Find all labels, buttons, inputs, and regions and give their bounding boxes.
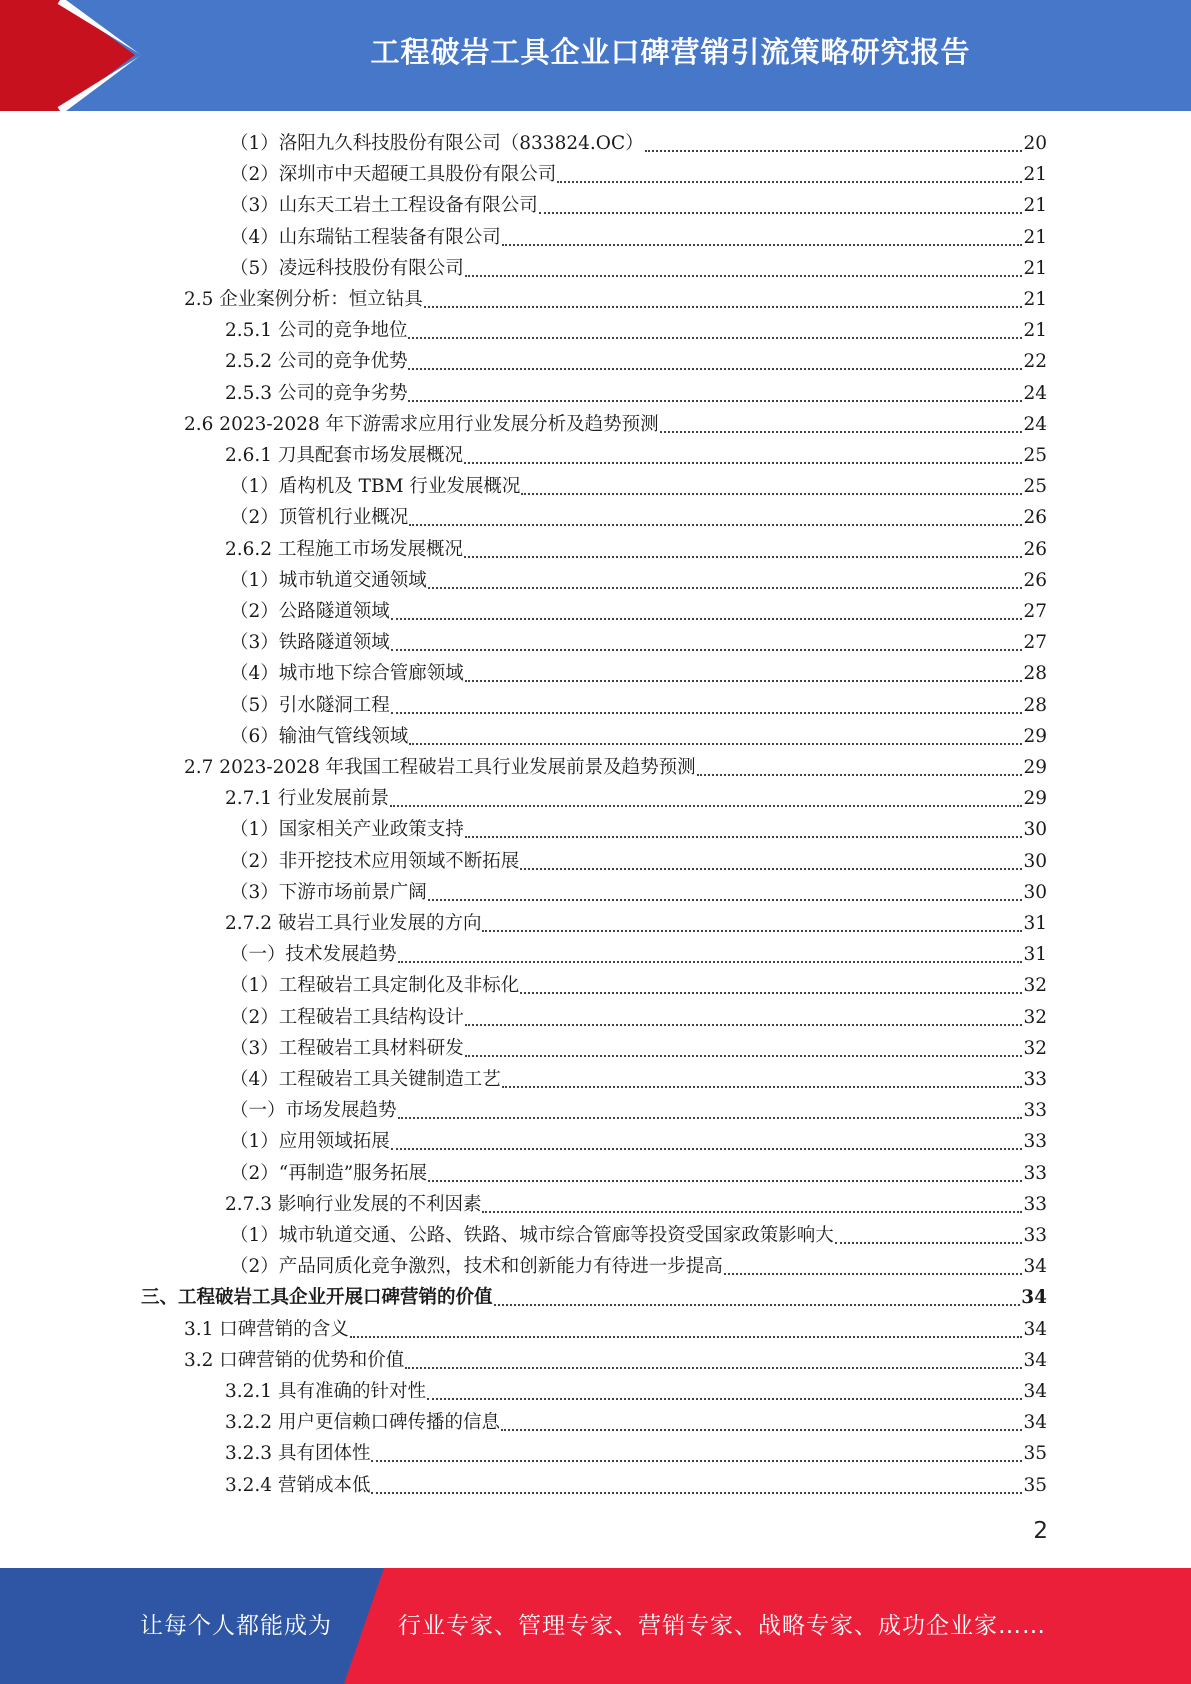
toc-entry[interactable] — [225, 440, 1047, 471]
toc-leader-dots — [465, 836, 1023, 838]
toc-leader-dots — [408, 337, 1022, 339]
toc-entry-page: 33 — [1023, 1193, 1047, 1215]
toc-leader-dots — [660, 431, 1023, 433]
report-title: 工程破岩工具企业口碑营销引流策略研究报告 — [370, 34, 971, 69]
toc-leader-dots — [464, 462, 1022, 464]
page-header — [0, 0, 1191, 111]
toc-entry-page: 29 — [1023, 725, 1047, 747]
toc-entry-page: 21 — [1023, 195, 1047, 217]
toc-entry-label: （1）城市轨道交通领域 — [230, 569, 427, 591]
toc-entry[interactable] — [225, 346, 1047, 377]
toc-entry-label: 2.6.1 刀具配套市场发展概况 — [225, 445, 463, 466]
toc-entry-label: 3.2.4 营销成本低 — [225, 1474, 371, 1496]
toc-entry-label: 3.2.2 用户更信赖口碑传播的信息 — [225, 1412, 500, 1434]
toc-leader-dots — [724, 1273, 1023, 1275]
toc-entry[interactable] — [184, 752, 1047, 783]
toc-entry-page: 33 — [1023, 1225, 1047, 1246]
toc-entry-label: （1）应用领域拓展 — [230, 1131, 390, 1153]
toc-entry-page: 34 — [1021, 1287, 1047, 1309]
toc-entry-page: 34 — [1023, 1412, 1047, 1434]
toc-leader-dots — [427, 1398, 1022, 1400]
toc-entry-page: 27 — [1023, 632, 1047, 654]
toc-leader-dots — [428, 587, 1023, 589]
toc-entry-label: 2.6.2 工程施工市场发展概况 — [225, 538, 463, 560]
toc-entry-page: 34 — [1023, 1318, 1047, 1340]
footer-slogan-right: 行业专家、管理专家、营销专家、战略专家、成功企业家…… — [398, 1613, 1046, 1639]
toc-leader-dots — [409, 524, 1022, 526]
toc-entry[interactable] — [230, 690, 1047, 721]
toc-entry-label: （3）山东天工岩土工程设备有限公司 — [230, 195, 538, 217]
toc-leader-dots — [391, 649, 1023, 651]
toc-entry-label: （3）工程破岩工具材料研发 — [230, 1037, 464, 1059]
toc-entry[interactable] — [225, 1189, 1047, 1220]
toc-leader-dots — [521, 493, 1022, 495]
toc-leader-dots — [502, 1086, 1023, 1088]
toc-entry-label: （1）盾构机及 TBM 行业发展概况 — [230, 476, 521, 498]
toc-entry[interactable] — [230, 1251, 1047, 1282]
toc-entry[interactable] — [230, 939, 1047, 970]
toc-entry[interactable] — [184, 1345, 1047, 1376]
toc-entry-page: 32 — [1023, 975, 1047, 997]
toc-entry-label: （一）技术发展趋势 — [230, 944, 397, 966]
toc-entry-label: 2.6 2023-2028 年下游需求应用行业发展分析及趋势预测 — [184, 413, 659, 435]
toc-entry[interactable] — [230, 1158, 1047, 1189]
toc-entry-page: 35 — [1023, 1474, 1047, 1496]
toc-leader-dots — [465, 680, 1023, 682]
toc-entry-label: （2）工程破岩工具结构设计 — [230, 1006, 464, 1028]
toc-entry-label: 2.7 2023-2028 年我国工程破岩工具行业发展前景及趋势预测 — [184, 757, 696, 778]
toc-entry-label: （4）工程破岩工具关键制造工艺 — [230, 1069, 501, 1090]
toc-leader-dots — [494, 1304, 1021, 1306]
toc-entry-label: （4）山东瑞钻工程装备有限公司 — [230, 226, 501, 248]
toc-entry-label: （4）城市地下综合管廊领域 — [230, 663, 464, 685]
toc-entry[interactable] — [230, 1033, 1047, 1064]
toc-leader-dots — [371, 1492, 1022, 1494]
toc-leader-dots — [409, 743, 1022, 745]
toc-leader-dots — [428, 899, 1023, 901]
toc-leader-dots — [464, 556, 1022, 558]
toc-entry-page: 25 — [1023, 445, 1047, 466]
toc-entry[interactable] — [230, 970, 1047, 1001]
toc-entry[interactable] — [230, 1126, 1047, 1157]
toc-entry-page: 22 — [1023, 351, 1047, 373]
toc-entry-page: 30 — [1023, 881, 1047, 903]
toc-entry-page: 21 — [1023, 226, 1047, 248]
toc-entry-page: 33 — [1023, 1162, 1047, 1184]
toc-entry-page: 21 — [1023, 257, 1047, 279]
toc-entry-label: 2.7.1 行业发展前景 — [225, 788, 389, 810]
toc-entry[interactable] — [230, 471, 1047, 502]
toc-entry-label: 3.1 口碑营销的含义 — [184, 1318, 349, 1340]
toc-entry-label: 2.7.3 影响行业发展的不利因素 — [225, 1193, 482, 1215]
toc-entry-page: 28 — [1023, 663, 1047, 685]
toc-entry-page: 21 — [1023, 289, 1047, 310]
toc-entry-label: （2）公路隧道领域 — [230, 601, 390, 622]
toc-entry-label: 2.7.2 破岩工具行业发展的方向 — [225, 913, 482, 934]
toc-entry[interactable] — [230, 877, 1047, 908]
toc-entry[interactable] — [225, 1438, 1047, 1469]
toc-entry-page: 33 — [1023, 1069, 1047, 1090]
toc-leader-dots — [405, 1367, 1022, 1369]
footer-slogan-left: 让每个人都能成为 — [140, 1613, 332, 1639]
toc-leader-dots — [520, 992, 1022, 994]
toc-entry-page: 28 — [1023, 694, 1047, 716]
toc-entry-page: 21 — [1023, 164, 1047, 186]
toc-entry-label: （1）工程破岩工具定制化及非标化 — [230, 975, 520, 997]
toc-entry-label: 3.2.1 具有准确的针对性 — [225, 1381, 426, 1402]
toc-entry-page: 30 — [1023, 850, 1047, 872]
toc-entry-page: 24 — [1023, 413, 1047, 435]
toc-entry-page: 33 — [1023, 1131, 1047, 1153]
toc-entry-label: （2）深圳市中天超硬工具股份有限公司 — [230, 164, 557, 186]
page-number: 2 — [1033, 1518, 1048, 1544]
toc-leader-dots — [398, 961, 1023, 963]
toc-entry[interactable] — [225, 1407, 1047, 1438]
toc-entry-label: 3.2 口碑营销的优势和价值 — [184, 1349, 405, 1371]
toc-leader-dots — [391, 1148, 1023, 1150]
toc-entry-page: 26 — [1023, 538, 1047, 560]
toc-entry[interactable] — [230, 1095, 1047, 1126]
toc-entry-page: 27 — [1023, 601, 1047, 622]
toc-leader-dots — [465, 1055, 1023, 1057]
toc-entry[interactable] — [230, 814, 1047, 845]
toc-entry[interactable] — [225, 1470, 1047, 1501]
toc-leader-dots — [398, 1117, 1023, 1119]
toc-entry[interactable] — [225, 783, 1047, 814]
toc-entry[interactable] — [230, 846, 1047, 877]
toc-entry[interactable] — [230, 627, 1047, 658]
toc-leader-dots — [502, 244, 1023, 246]
toc-entry-page: 35 — [1023, 1443, 1047, 1465]
toc-entry-page: 21 — [1023, 320, 1047, 342]
toc-entry-label: 2.5 企业案例分析：恒立钻具 — [184, 289, 423, 310]
toc-entry-page: 34 — [1023, 1349, 1047, 1371]
toc-entry[interactable] — [225, 1376, 1047, 1407]
toc-leader-dots — [697, 774, 1023, 776]
toc-entry-label: （一）市场发展趋势 — [230, 1100, 397, 1122]
toc-leader-dots — [350, 1336, 1023, 1338]
toc-entry-page: 33 — [1023, 1100, 1047, 1122]
toc-entry-label: （5）凌远科技股份有限公司 — [230, 257, 464, 279]
toc-entry[interactable] — [230, 502, 1047, 533]
toc-leader-dots — [408, 368, 1022, 370]
toc-leader-dots — [465, 275, 1023, 277]
toc-entry-page: 32 — [1023, 1037, 1047, 1059]
toc-entry-label: 2.5.2 公司的竞争优势 — [225, 351, 408, 373]
toc-leader-dots — [501, 1429, 1022, 1431]
toc-entry[interactable] — [225, 534, 1047, 565]
toc-leader-dots — [645, 150, 1023, 152]
toc-entry[interactable] — [230, 596, 1047, 627]
toc-entry[interactable] — [230, 1220, 1047, 1251]
toc-entry-label: 三、工程破岩工具企业开展口碑营销的价值 — [141, 1287, 493, 1309]
toc-entry[interactable] — [184, 409, 1047, 440]
toc-entry-page: 34 — [1023, 1381, 1047, 1402]
toc-entry-label: （6）输油气管线领域 — [230, 725, 409, 747]
toc-entry[interactable] — [230, 658, 1047, 689]
toc-leader-dots — [424, 306, 1023, 308]
toc-entry-page: 34 — [1023, 1256, 1047, 1278]
toc-leader-dots — [482, 930, 1022, 932]
toc-entry-page: 24 — [1023, 382, 1047, 404]
page-footer — [0, 1568, 1191, 1684]
toc-leader-dots — [408, 400, 1022, 402]
toc-leader-dots — [390, 805, 1022, 807]
toc-entry[interactable] — [184, 284, 1047, 315]
toc-entry[interactable] — [225, 908, 1047, 939]
toc-entry-label: （2）“再制造”服务拓展 — [230, 1162, 428, 1184]
toc-leader-dots — [482, 1211, 1022, 1213]
toc-entry-label: （1）城市轨道交通、公路、铁路、城市综合管廊等投资受国家政策影响大 — [230, 1225, 834, 1246]
toc-entry[interactable] — [230, 190, 1047, 221]
toc-entry[interactable] — [184, 1314, 1047, 1345]
toc-entry-page: 29 — [1023, 757, 1047, 778]
toc-entry-label: （5）引水隧洞工程 — [230, 694, 390, 716]
toc-entry-page: 31 — [1023, 913, 1047, 934]
toc-entry[interactable] — [225, 315, 1047, 346]
toc-entry-label: （2）产品同质化竞争激烈，技术和创新能力有待进一步提高 — [230, 1256, 723, 1278]
toc-entry-label: （2）顶管机行业概况 — [230, 507, 409, 529]
toc-leader-dots — [835, 1242, 1023, 1244]
toc-entry-label: （2）非开挖技术应用领域不断拓展 — [230, 850, 520, 872]
toc-leader-dots — [539, 212, 1023, 214]
toc-entry-label: 2.5.3 公司的竞争劣势 — [225, 382, 408, 404]
toc-entry-label: （3）铁路隧道领域 — [230, 632, 390, 654]
toc-entry[interactable] — [230, 1064, 1047, 1095]
toc-entry-label: 3.2.3 具有团体性 — [225, 1443, 371, 1465]
toc-entry-page: 20 — [1023, 133, 1047, 154]
toc-leader-dots — [520, 868, 1022, 870]
toc-entry[interactable] — [230, 565, 1047, 596]
toc-entry-page: 31 — [1023, 944, 1047, 966]
toc-entry-page: 26 — [1023, 569, 1047, 591]
toc-entry-page: 26 — [1023, 507, 1047, 529]
toc-entry-label: （1）洛阳九久科技股份有限公司（833824.OC） — [230, 133, 644, 154]
toc-entry-page: 30 — [1023, 819, 1047, 841]
toc-entry[interactable] — [230, 159, 1047, 190]
toc-leader-dots — [465, 1024, 1023, 1026]
toc-entry-label: （1）国家相关产业政策支持 — [230, 819, 464, 841]
toc-leader-dots — [391, 712, 1023, 714]
toc-entry-page: 32 — [1023, 1006, 1047, 1028]
toc-leader-dots — [428, 1180, 1022, 1182]
toc-entry-label: （3）下游市场前景广阔 — [230, 881, 427, 903]
toc-leader-dots — [557, 181, 1022, 183]
toc-entry-label: 2.5.1 公司的竞争地位 — [225, 320, 408, 342]
toc-entry[interactable] — [230, 253, 1047, 284]
toc-entry-page: 29 — [1023, 788, 1047, 810]
toc-entry[interactable] — [230, 721, 1047, 752]
toc-entry[interactable] — [141, 1282, 1047, 1313]
toc-entry[interactable] — [230, 222, 1047, 253]
toc-leader-dots — [371, 1460, 1022, 1462]
toc-entry-page: 25 — [1023, 476, 1047, 498]
toc-entry[interactable] — [230, 128, 1047, 159]
toc-leader-dots — [391, 618, 1023, 620]
toc-entry[interactable] — [225, 378, 1047, 409]
toc-entry[interactable] — [230, 1002, 1047, 1033]
